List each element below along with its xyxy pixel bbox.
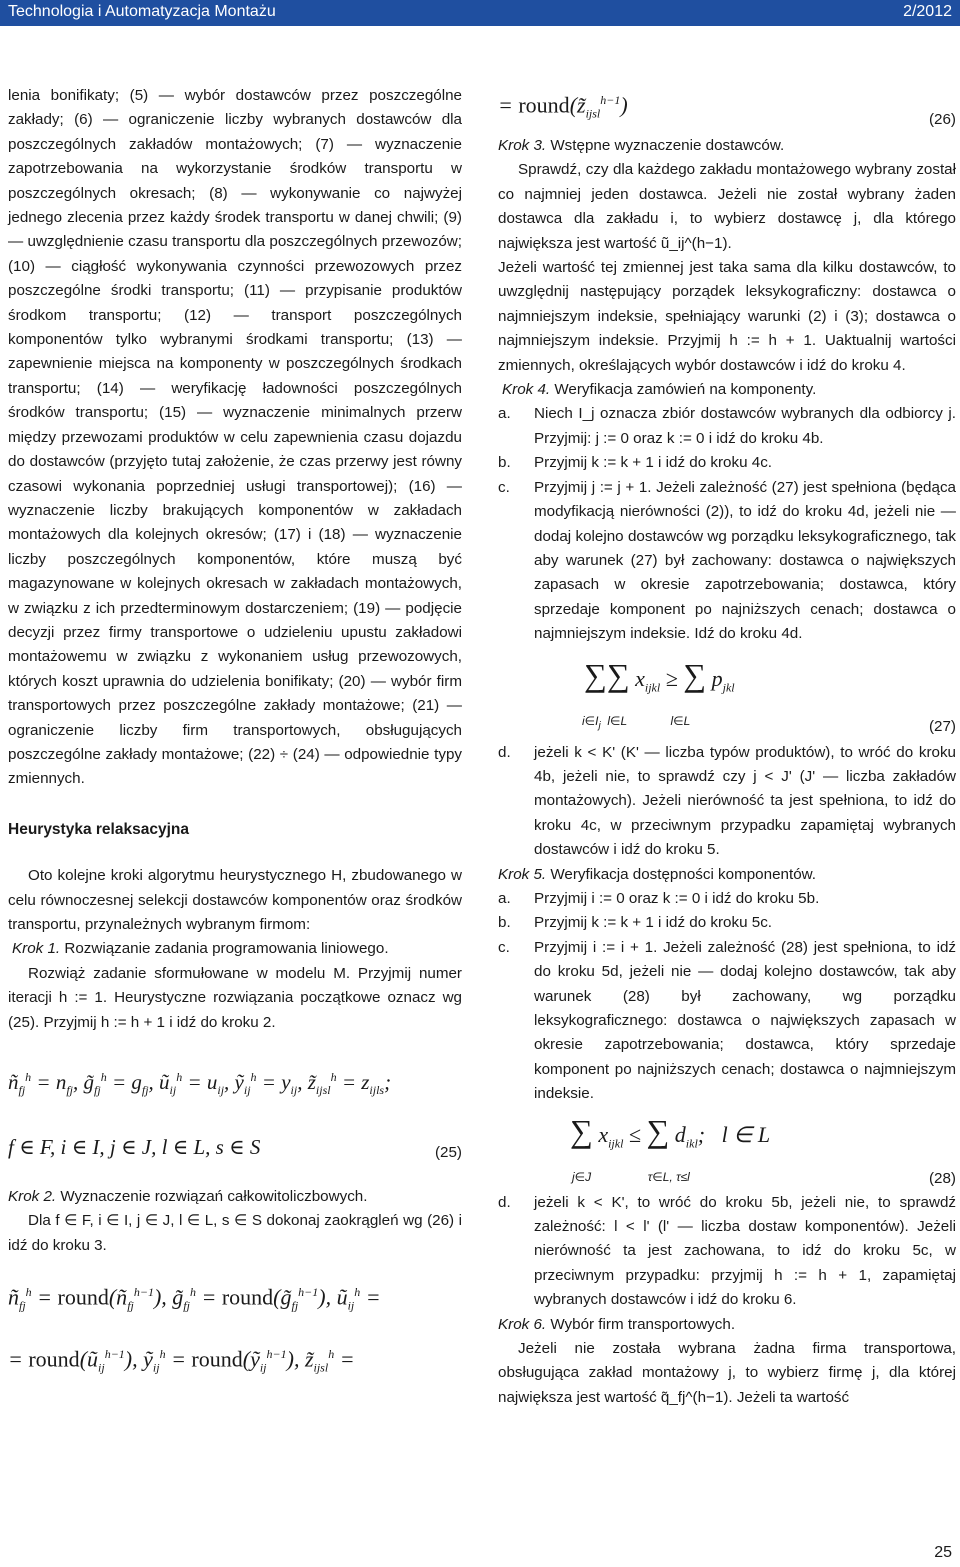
krok4-heading xyxy=(502,378,956,402)
krok2-heading xyxy=(8,1185,462,1209)
eq27-number: (27) xyxy=(928,717,956,735)
item-key: d. xyxy=(498,743,511,761)
item-key: b. xyxy=(498,454,511,472)
eq26-line3: = $round(z̃_{ijsl}^{h-1})$ xyxy=(498,92,628,121)
krok4-item-d xyxy=(498,741,956,863)
krok5-heading xyxy=(498,863,956,887)
krok3-paragraph1: Sprawdź, czy dla każdego zakładu montażowego wybrany został co najmniej jeden dostawca. Jeżeli nie został wybrany żaden dostawca dla zakładu i, to wybierz dostawcę j, dla którego największa jest wartość ũ_ij^(h−1). xyxy=(498,161,956,252)
krok4-item-a xyxy=(498,402,956,451)
eq25-line1: $ñ_{fj}^h = n_{fj}$, $g̃_{fj}^h = g_{fj}$, $ũ_{ij}^h = u_{ij}$, ỹ$_{ij}^h$ = $y_{ij}$, $z̃_{ijsl}^h = z_{ijls}$; xyxy=(8,1070,392,1098)
eq26-number: (26) xyxy=(928,111,956,128)
journal-title: Technologia i Automatyzacja Montażu xyxy=(8,3,276,20)
eq25-number: (25) xyxy=(434,1144,462,1162)
eq28-number: (28) xyxy=(928,1169,956,1187)
krok1-heading xyxy=(12,937,462,961)
krok5-label: Krok 5. xyxy=(498,865,547,883)
eq28-limits: j∈J τ∈L, τ≤l xyxy=(572,1169,690,1184)
krok6-body: Jeżeli nie została wybrana żadna firma transportowa, obsługująca zakład montażowy j, to wybierz firmę j, dla której największa jest wartość q̃_fj^(h−1). Jeżeli ta wartość xyxy=(498,1340,956,1406)
krok4-item-b xyxy=(498,451,956,475)
item-key: a. xyxy=(498,889,511,907)
krok5-item-d xyxy=(498,1191,956,1313)
krok5-title: Weryfikacja dostępności komponentów. xyxy=(546,865,816,883)
equation-27 xyxy=(498,657,956,741)
krok4-label: Krok 4. xyxy=(502,381,551,399)
krok1-title: Rozwiązanie zadania programowania liniowego. xyxy=(60,940,389,958)
item-text: Przyjmij j := j + 1. Jeżeli zależność (27) jest spełniona (będąca modyfikacją nierówności (2)), to idź do kroku 4d, jeżeli nie — dodaj kolejno dostawców wg porządku leksykograficznego, tak aby warunek (27) był zachowany: dostawca o największych zapasach w okresie zapotrzebowania; dostawca, który sprzedaje komponent po najniższych cenach; dostawca o najmniejszym indeksie. Idź do kroku 4d. xyxy=(534,478,956,643)
issue-number: 2/2012 xyxy=(903,3,952,20)
krok6-heading xyxy=(498,1313,956,1337)
krok3-title: Wstępne wyznaczenie dostawców. xyxy=(546,137,785,154)
krok4-title: Weryfikacja zamówień na komponenty. xyxy=(550,381,817,399)
item-text: Przyjmij i := 0 oraz k := 0 i idź do kroku 5b. xyxy=(534,889,820,907)
item-text: jeżeli k < K' (K' — liczba typów produktów), to wróć do kroku 4b, jeżeli nie, to sprawdź czy j < J' (J' — liczba zakładów montażowych). Jeżeli nierówność ta jest spełniona, to idź do kroku 4c, w przeciwnym przypadku zapamiętaj wybranych dostawców i idź do kroku 5. xyxy=(534,743,956,859)
item-key: b. xyxy=(498,914,511,932)
krok5-item-a xyxy=(498,887,956,911)
eq27-limits: $i\in I_j$ l∈L l∈L xyxy=(582,713,691,731)
krok2-body: Dla f ∈ F, i ∈ I, j ∈ J, l ∈ L, s ∈ S dokonaj zaokrągleń wg (26) i idź do kroku 3. xyxy=(8,1212,462,1254)
eq27-formula: ∑∑ $x_{ijkl}$ ≥ ∑ $p_{jkl}$ xyxy=(584,656,735,694)
krok1-label: Krok 1. xyxy=(12,940,61,958)
krok5-item-b xyxy=(498,911,956,935)
right-column xyxy=(498,84,956,1410)
krok3-heading xyxy=(498,134,956,158)
krok6-label: Krok 6. xyxy=(498,1315,547,1333)
item-text: Przyjmij k := k + 1 i idź do kroku 5c. xyxy=(534,914,773,932)
equation-25 xyxy=(8,1065,462,1185)
eq26-line2: = $round(ũ_{ij}^{h-1})$, ỹ$_{ij}^h$ = round(ỹ$_{ij}^{h-1}$), $z̃_{ijsl}^h$ = xyxy=(8,1346,355,1375)
krok3-label: Krok 3. xyxy=(498,137,547,154)
krok6-title: Wybór firm transportowych. xyxy=(546,1315,736,1333)
heuristic-intro: Oto kolejne kroki algorytmu heurystycznego H, zbudowanego w celu równoczesnej selekcji dostawców komponentów oraz środków transportu, przynależnych wybranym firmom: xyxy=(8,867,462,933)
eq25-line2: f ∈ F, i ∈ I, j ∈ J, l ∈ L, s ∈ S xyxy=(8,1135,261,1160)
krok3-paragraph2: Jeżeli wartość tej zmiennej jest taka sama dla kilku dostawców, to uwzględnij następujący porządek leksykograficzny: dostawca o najmniejszym indeksie, spełniający warunki (2) i (3); dostawca o najmniejszym indeksie. Przyjmij h := h + 1. Uaktualnij wartości zmiennych, określających wybór dostawców i idź do kroku 4. xyxy=(498,259,956,374)
item-key: c. xyxy=(498,478,510,496)
left-column xyxy=(8,84,462,1410)
item-key: d. xyxy=(498,1193,511,1211)
item-key: c. xyxy=(498,938,510,956)
page-header xyxy=(0,0,960,26)
page-number: 25 xyxy=(934,1544,952,1561)
krok4-item-c xyxy=(498,476,956,647)
item-text: Niech I_j oznacza zbiór dostawców wybranych dla odbiorcy j. Przyjmij: j := 0 oraz k := 0 i idź do kroku 4b. xyxy=(534,405,956,447)
krok1-body: Rozwiąż zadanie sformułowane w modelu M. Przyjmij numer iteracji h := 1. Heurystyczne rozwiązania początkowe oznacz wg (25). Przyjmij h := h + 1 i idź do kroku 2. xyxy=(8,964,462,1031)
equation-28 xyxy=(498,1112,956,1191)
eq28-formula: ∑ $x_{ijkl}$ ≤ ∑ $d_{ikl}$; l ∈ L xyxy=(570,1112,771,1151)
section-title: Heurystyka relaksacyjna xyxy=(8,820,189,838)
equation-26-part2 xyxy=(498,84,956,134)
eq26-line1: $ñ_{fj}^h$ = $round(ñ_{fj}^{h-1})$, $g̃_{fj}^h$ = $round(g̃_{fj}^{h-1})$, $ũ_{ij}^h$ = xyxy=(8,1284,381,1313)
krok2-label: Krok 2. xyxy=(8,1188,57,1206)
item-text: Przyjmij k := k + 1 i idź do kroku 4c. xyxy=(534,454,773,472)
constraints-description: lenia bonifikaty; (5) — wybór dostawców przez poszczególne zakłady; (6) — ograniczenie liczby wybranych dostawców dla poszczególnych zakładów montażowych; (7) — wyznaczenie zapotrzebowania na wykorzystanie środków transportu w poszczególnych okresach; (8) — wykonywanie co najwyżej jednego zlecenia przez każdy środek transportu w danej chwili; (9) — uwzględnienie czasu transportu dla poszczególnych przewozów; (10) — ciągłość wykonywania czynności przewozowych przez poszczególne środki transportu; (11) — przypisanie produktów środkom transportu; (12) — transport poszczególnych komponentów tylko wybranymi środkami transportu; (13) — zapewnienie miejsca na komponenty w poszczególnych środkach transportu; (14) — weryfikację ładowności poszczególnych środków transportu; (15) — wyznaczenie minimalnych przerw między przewozami produktów w celu zapewnienia czasu dojazdu do dostawców (przyjęto tutaj założenie, że czas przerwy jest równy czasowi wykonania poprzedniej usługi transportowej); (16) — wyznaczenie liczby brakujących komponentów w zakładach montażowych dla kolejnych okresów; (17) i (18) — wyznaczenie liczby poszczególnych komponentów, które muszą być magazynowane w kolejnych okresach w zakładach montażowych, w związku z ich przedterminowym dostarczeniem; (19) — podjęcie decyzji przez firmy transportowe o udzieleniu upustu zakładowi montażowemu w związku z wykonaniem usług przewozowych, których koszt uprawnia do udzielenia bonifikaty; (20) — wybór firm transportowych przez poszczególne zakłady montażowe; (21) — ograniczenie liczby firm transportowych, obsługujących poszczególne zakłady montażowe; (22) ÷ (24) — odpowiednie typy zmiennych. xyxy=(8,87,462,788)
krok5-item-c xyxy=(498,936,956,1107)
krok2-title: Wyznaczenie rozwiązań całkowitoliczbowych. xyxy=(56,1188,368,1206)
item-text: jeżeli k < K', to wróć do kroku 5b, jeżeli nie, to sprawdź zależność: l < l' (l' — liczba dostaw komponentów). Jeżeli nierówność ta jest zachowana, to idź do kroku 5c, w przeciwnym przypadku: przyjmij h := h + 1, zapamiętaj wybranych dostawców i idź do kroku 6. xyxy=(534,1193,956,1309)
equation-26-part1 xyxy=(8,1280,462,1410)
item-key: a. xyxy=(498,405,511,423)
item-text: Przyjmij i := i + 1. Jeżeli zależność (28) jest spełniona, to idź do kroku 5d, jeżeli nie — dodaj kolejno dostawców, tak aby warunek (28) był zachowany, wg porządku leksykograficznego: dostawca o największych zapasach w okresie zapotrzebowania; dostawca, który sprzedaje komponent po najniższych cenach; dostawca o najmniejszym indeksie. xyxy=(534,938,956,1103)
